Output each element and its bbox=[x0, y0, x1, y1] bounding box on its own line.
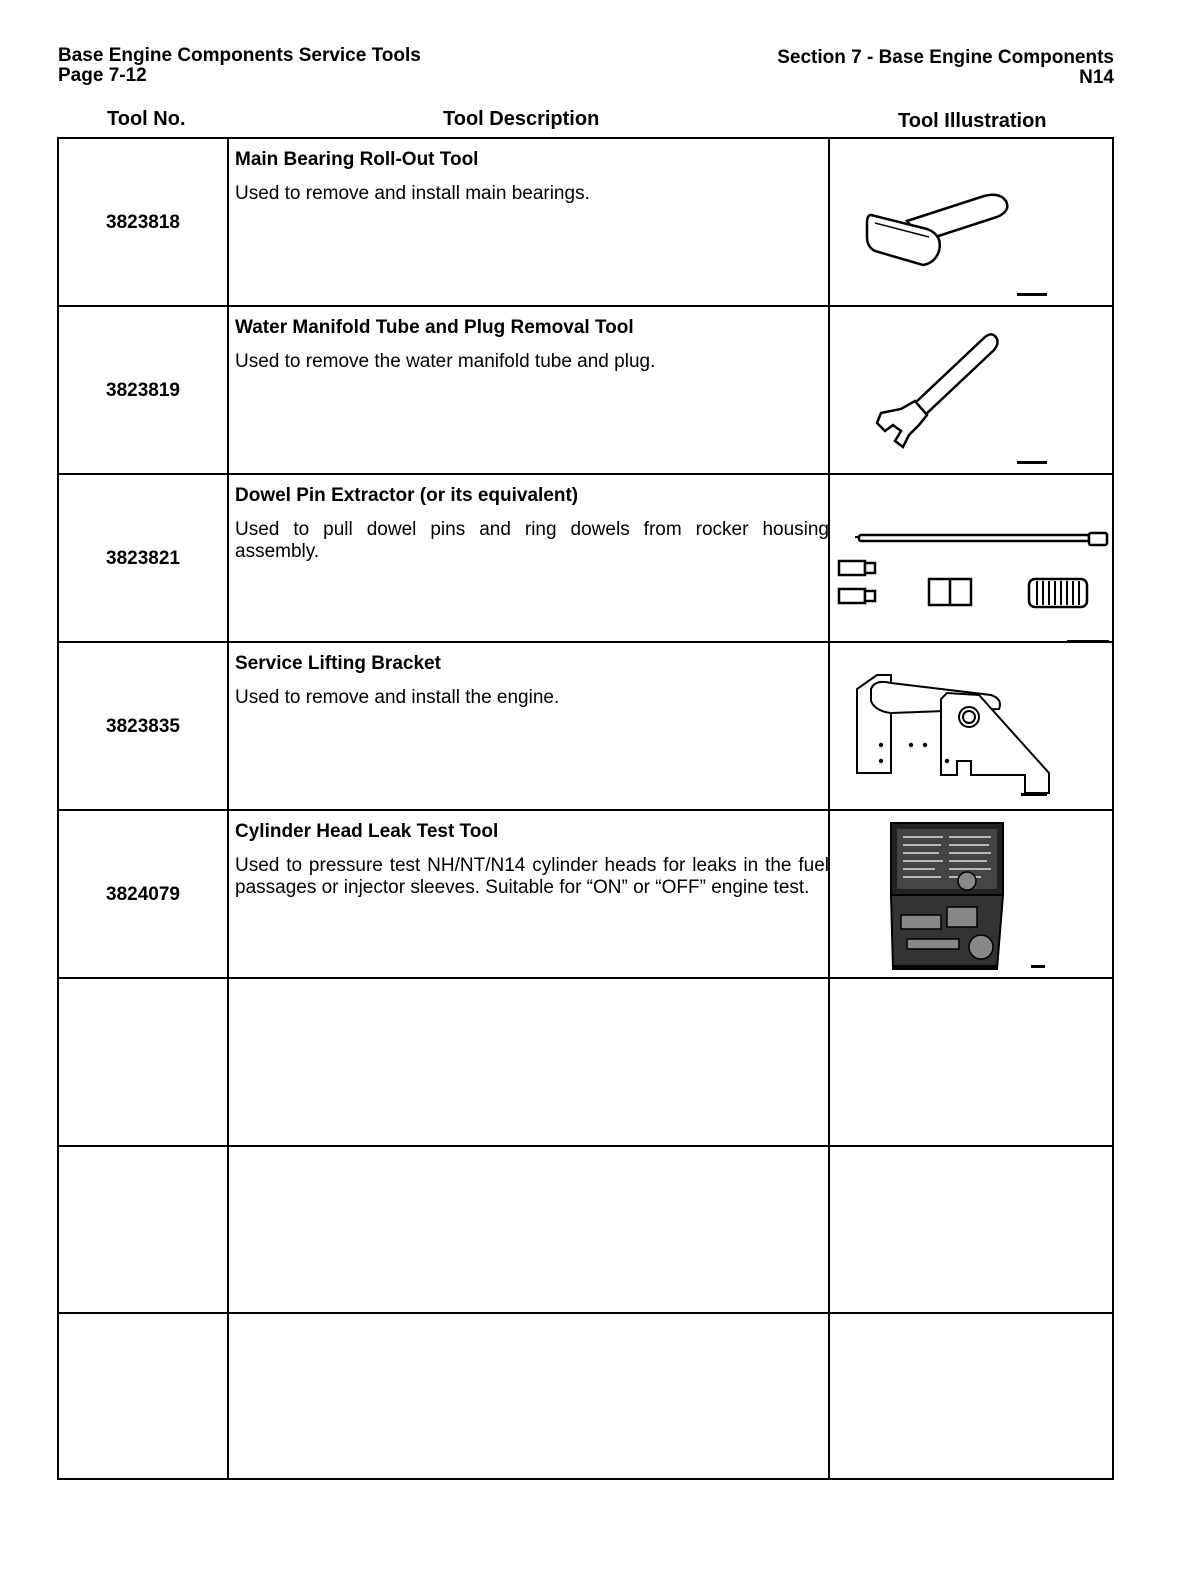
tool-illustration bbox=[831, 307, 1114, 475]
test-kit-case-icon bbox=[831, 811, 1114, 979]
tool-description-cell bbox=[235, 149, 829, 205]
tool-illustration bbox=[831, 139, 1114, 307]
tool-description-cell bbox=[235, 317, 829, 373]
tool-illustration bbox=[831, 475, 1114, 643]
column-header-tool-no: Tool No. bbox=[107, 108, 186, 130]
tool-name: Service Lifting Bracket bbox=[235, 653, 441, 674]
wrench-icon bbox=[831, 307, 1114, 475]
tool-name: Cylinder Head Leak Test Tool bbox=[235, 821, 499, 842]
column-header-illustration: Tool Illustration bbox=[898, 110, 1047, 132]
dowel-pin-extractor-icon bbox=[831, 475, 1114, 643]
row-divider bbox=[59, 1312, 1112, 1314]
tool-name: Main Bearing Roll-Out Tool bbox=[235, 149, 479, 170]
section-title: Section 7 - Base Engine Components bbox=[777, 47, 1114, 68]
tool-description: Used to pull dowel pins and ring dowels from rocker housing assembly. bbox=[235, 519, 829, 562]
lifting-bracket-icon bbox=[831, 643, 1114, 811]
table-row bbox=[59, 643, 1112, 811]
document-title: Base Engine Components Service Tools bbox=[58, 45, 421, 66]
tool-description-cell bbox=[235, 821, 829, 899]
tool-description: Used to pressure test NH/NT/N14 cylinder heads for leaks in the fuel passages or injector sleeves. Suitable for “ON” or “OFF” engine test. bbox=[235, 855, 829, 898]
roll-out-tool-icon bbox=[831, 139, 1114, 307]
table-row bbox=[59, 307, 1112, 475]
engine-model: N14 bbox=[1079, 67, 1114, 88]
tool-number: 3823819 bbox=[106, 380, 180, 401]
tool-name: Water Manifold Tube and Plug Removal Tool bbox=[235, 317, 634, 338]
tool-number: 3823821 bbox=[106, 548, 180, 569]
tool-number: 3823818 bbox=[106, 212, 180, 233]
tools-table bbox=[57, 137, 1114, 1480]
tool-illustration bbox=[831, 811, 1114, 979]
header-left bbox=[58, 46, 421, 86]
column-header-description: Tool Description bbox=[443, 108, 600, 130]
tool-description-cell bbox=[235, 485, 829, 563]
tool-description: Used to remove the water manifold tube and plug. bbox=[235, 351, 656, 372]
table-row bbox=[59, 475, 1112, 643]
tool-number: 3823835 bbox=[106, 716, 180, 737]
tool-illustration bbox=[831, 643, 1114, 811]
tool-name: Dowel Pin Extractor (or its equivalent) bbox=[235, 485, 579, 506]
tool-description-cell bbox=[235, 653, 829, 709]
table-row bbox=[59, 139, 1112, 307]
row-divider bbox=[59, 1145, 1112, 1147]
page-number: Page 7-12 bbox=[58, 65, 147, 86]
tool-description: Used to remove and install main bearings. bbox=[235, 183, 590, 204]
header-right bbox=[777, 48, 1114, 88]
tool-description: Used to remove and install the engine. bbox=[235, 687, 560, 708]
tool-number: 3824079 bbox=[106, 884, 180, 905]
table-row bbox=[59, 811, 1112, 979]
